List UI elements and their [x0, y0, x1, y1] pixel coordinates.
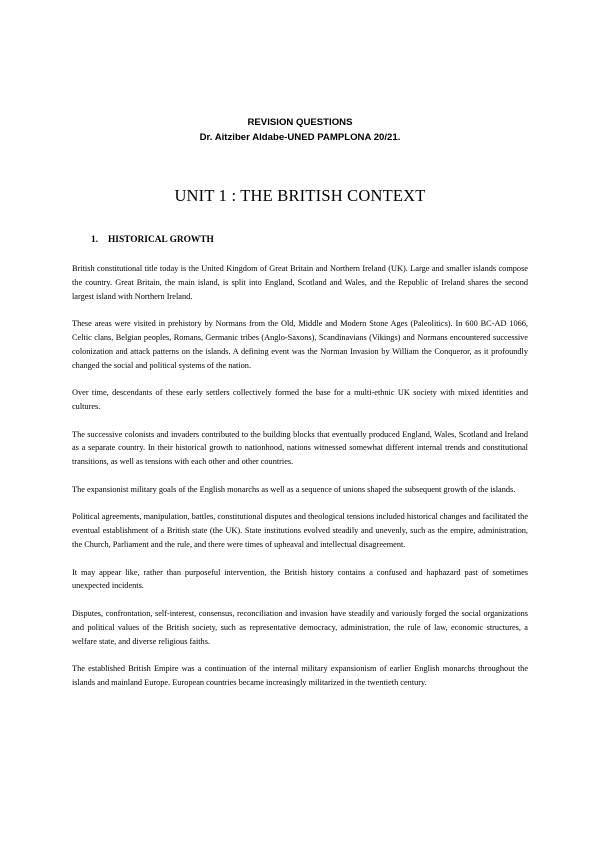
paragraph: Political agreements, manipulation, battles, constitutional disputes and theological tensions included historical changes and facilitated the eventual establishment of a British state (the UK). State institutions evolved steadily and unevenly, such as the empire, administration, the Church, Parliament and the rule, and there were times of upheaval and intellectual disagreement.	[72, 512, 528, 549]
unit-title: UNIT 1 : THE BRITISH CONTEXT	[174, 186, 426, 205]
revision-questions-title: REVISION QUESTIONS	[247, 117, 353, 128]
body-text	[72, 262, 528, 704]
section-title: HISTORICAL GROWTH	[108, 235, 214, 245]
paragraph: Disputes, confrontation, self-interest, consensus, reconciliation and invasion have steadily and variously forged the social organizations and political values of the British society, such as representative democracy, administration, the rule of law, economic structures, a welfare state, and diverse religious faiths.	[72, 608, 528, 646]
paragraph: These areas were visited in prehistory by Normans from the Old, Middle and Modern Stone Ages (Paleolitics). In 600 BC-AD 1066, Celtic clans, Belgian peoples, Romans, Germanic tribes (Anglo-Saxons), Scandinavians (Vikings) and Normans encountered successive colonization and attack patterns on the islands. A defining event was the Norman Invasion by William the Conqueror, as it profoundly changed the social and political systems of the nation.	[72, 319, 528, 370]
section-number: 1.	[91, 235, 99, 245]
document-header	[0, 115, 600, 145]
paragraph: The successive colonists and invaders contributed to the building blocks that eventually produced England, Wales, Scotland and Ireland as a separate country. In their historical growth to nationhood, nations witnessed somewhat different internal trends and constitutional transitions, as well as tensions with each other and other countries.	[72, 429, 528, 467]
paragraph: The expansionist military goals of the English monarchs as well as a sequence of unions shaped the subsequent growth of the islands.	[72, 484, 516, 494]
paragraph: It may appear like, rather than purposeful intervention, the British history contains a confused and haphazard past of sometimes unexpected incidents.	[72, 567, 528, 591]
paragraph: Over time, descendants of these early settlers collectively formed the base for a multi-ethnic UK society with mixed identities and cultures.	[72, 388, 528, 411]
paragraph: The established British Empire was a continuation of the internal military expansionism of earlier English monarchs throughout the islands and mainland Europe. European countries became increasingly militarized in the twentieth century.	[72, 664, 528, 687]
author-line: Dr. Aitziber Aldabe-UNED PAMPLONA 20/21.	[199, 132, 401, 143]
paragraph: British constitutional title today is the United Kingdom of Great Britain and Northern Ireland (UK). Large and smaller islands compose the country. Great Britain, the main island, is split into England, Scotland and Wales, and the Republic of Ireland shares the second largest island with Northern Ireland.	[72, 264, 528, 301]
section-heading	[91, 235, 214, 245]
